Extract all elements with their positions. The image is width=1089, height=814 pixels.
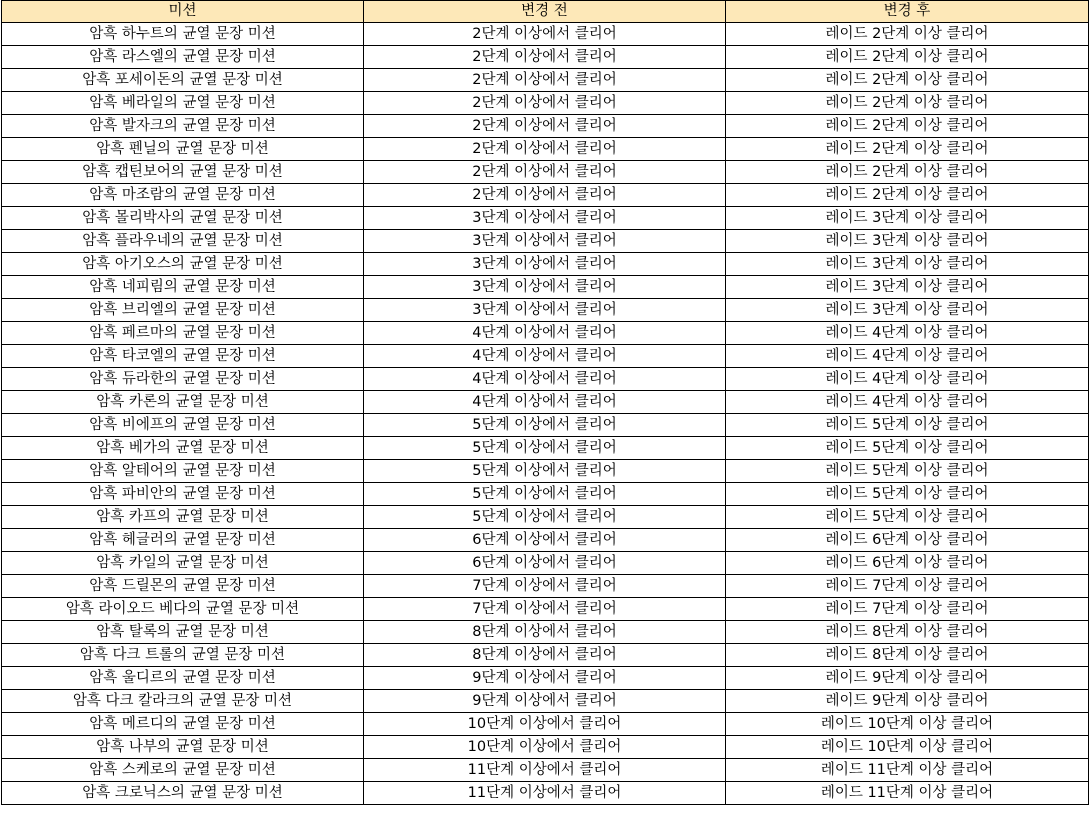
table-row <box>2 506 1089 529</box>
table-row <box>2 483 1089 506</box>
after-cell: 레이드 3단계 이상 클리어 <box>726 230 1089 253</box>
header-mission: 미션 <box>2 1 364 23</box>
after-cell: 레이드 11단계 이상 클리어 <box>726 759 1089 782</box>
mission-cell: 암흑 몰리박사의 균열 문장 미션 <box>2 207 364 230</box>
after-cell: 레이드 3단계 이상 클리어 <box>726 207 1089 230</box>
mission-cell: 암흑 타코엘의 균열 문장 미션 <box>2 345 364 368</box>
header-after: 변경 후 <box>726 1 1089 23</box>
before-cell: 9단계 이상에서 클리어 <box>364 667 726 690</box>
mission-cell: 암흑 페르마의 균열 문장 미션 <box>2 322 364 345</box>
before-cell: 8단계 이상에서 클리어 <box>364 621 726 644</box>
after-cell: 레이드 8단계 이상 클리어 <box>726 621 1089 644</box>
after-cell: 레이드 6단계 이상 클리어 <box>726 529 1089 552</box>
before-cell: 5단계 이상에서 클리어 <box>364 414 726 437</box>
table-row <box>2 207 1089 230</box>
before-cell: 2단계 이상에서 클리어 <box>364 23 726 46</box>
before-cell: 6단계 이상에서 클리어 <box>364 529 726 552</box>
before-cell: 2단계 이상에서 클리어 <box>364 161 726 184</box>
before-cell: 3단계 이상에서 클리어 <box>364 253 726 276</box>
mission-cell: 암흑 다크 트롤의 균열 문장 미션 <box>2 644 364 667</box>
before-cell: 5단계 이상에서 클리어 <box>364 506 726 529</box>
before-cell: 9단계 이상에서 클리어 <box>364 690 726 713</box>
mission-cell: 암흑 라이오드 베다의 균열 문장 미션 <box>2 598 364 621</box>
table-row <box>2 690 1089 713</box>
mission-cell: 암흑 메르디의 균열 문장 미션 <box>2 713 364 736</box>
table-row <box>2 184 1089 207</box>
before-cell: 5단계 이상에서 클리어 <box>364 460 726 483</box>
before-cell: 11단계 이상에서 클리어 <box>364 782 726 805</box>
table-row <box>2 460 1089 483</box>
after-cell: 레이드 4단계 이상 클리어 <box>726 322 1089 345</box>
table-row <box>2 253 1089 276</box>
before-cell: 7단계 이상에서 클리어 <box>364 598 726 621</box>
header-row <box>2 1 1089 23</box>
after-cell: 레이드 2단계 이상 클리어 <box>726 69 1089 92</box>
before-cell: 11단계 이상에서 클리어 <box>364 759 726 782</box>
table-row <box>2 161 1089 184</box>
before-cell: 3단계 이상에서 클리어 <box>364 276 726 299</box>
header-before: 변경 전 <box>364 1 726 23</box>
after-cell: 레이드 10단계 이상 클리어 <box>726 713 1089 736</box>
after-cell: 레이드 7단계 이상 클리어 <box>726 575 1089 598</box>
mission-cell: 암흑 드릴몬의 균열 문장 미션 <box>2 575 364 598</box>
mission-cell: 암흑 카론의 균열 문장 미션 <box>2 391 364 414</box>
mission-cell: 암흑 나부의 균열 문장 미션 <box>2 736 364 759</box>
table-row <box>2 598 1089 621</box>
mission-cell: 암흑 캡틴보어의 균열 문장 미션 <box>2 161 364 184</box>
table-row <box>2 575 1089 598</box>
after-cell: 레이드 2단계 이상 클리어 <box>726 46 1089 69</box>
before-cell: 10단계 이상에서 클리어 <box>364 736 726 759</box>
table-row <box>2 621 1089 644</box>
before-cell: 2단계 이상에서 클리어 <box>364 115 726 138</box>
mission-cell: 암흑 헤글러의 균열 문장 미션 <box>2 529 364 552</box>
mission-cell: 암흑 비에프의 균열 문장 미션 <box>2 414 364 437</box>
after-cell: 레이드 6단계 이상 클리어 <box>726 552 1089 575</box>
after-cell: 레이드 9단계 이상 클리어 <box>726 690 1089 713</box>
mission-cell: 암흑 크로닉스의 균열 문장 미션 <box>2 782 364 805</box>
after-cell: 레이드 3단계 이상 클리어 <box>726 253 1089 276</box>
before-cell: 2단계 이상에서 클리어 <box>364 184 726 207</box>
mission-cell: 암흑 마조람의 균열 문장 미션 <box>2 184 364 207</box>
before-cell: 6단계 이상에서 클리어 <box>364 552 726 575</box>
table-row <box>2 115 1089 138</box>
after-cell: 레이드 11단계 이상 클리어 <box>726 782 1089 805</box>
before-cell: 7단계 이상에서 클리어 <box>364 575 726 598</box>
after-cell: 레이드 5단계 이상 클리어 <box>726 437 1089 460</box>
after-cell: 레이드 9단계 이상 클리어 <box>726 667 1089 690</box>
after-cell: 레이드 2단계 이상 클리어 <box>726 161 1089 184</box>
before-cell: 3단계 이상에서 클리어 <box>364 230 726 253</box>
mission-cell: 암흑 베가의 균열 문장 미션 <box>2 437 364 460</box>
table-row <box>2 138 1089 161</box>
after-cell: 레이드 4단계 이상 클리어 <box>726 368 1089 391</box>
after-cell: 레이드 3단계 이상 클리어 <box>726 276 1089 299</box>
table-row <box>2 759 1089 782</box>
before-cell: 3단계 이상에서 클리어 <box>364 207 726 230</box>
after-cell: 레이드 2단계 이상 클리어 <box>726 138 1089 161</box>
before-cell: 4단계 이상에서 클리어 <box>364 368 726 391</box>
mission-cell: 암흑 플라우네의 균열 문장 미션 <box>2 230 364 253</box>
mission-cell: 암흑 브리엘의 균열 문장 미션 <box>2 299 364 322</box>
after-cell: 레이드 5단계 이상 클리어 <box>726 414 1089 437</box>
after-cell: 레이드 7단계 이상 클리어 <box>726 598 1089 621</box>
mission-cell: 암흑 라스엘의 균열 문장 미션 <box>2 46 364 69</box>
mission-cell: 암흑 탈록의 균열 문장 미션 <box>2 621 364 644</box>
after-cell: 레이드 4단계 이상 클리어 <box>726 345 1089 368</box>
table-row <box>2 644 1089 667</box>
mission-cell: 암흑 하누트의 균열 문장 미션 <box>2 23 364 46</box>
mission-cell: 암흑 네피림의 균열 문장 미션 <box>2 276 364 299</box>
table-body <box>2 23 1089 805</box>
before-cell: 3단계 이상에서 클리어 <box>364 299 726 322</box>
after-cell: 레이드 5단계 이상 클리어 <box>726 506 1089 529</box>
before-cell: 4단계 이상에서 클리어 <box>364 322 726 345</box>
after-cell: 레이드 2단계 이상 클리어 <box>726 115 1089 138</box>
after-cell: 레이드 8단계 이상 클리어 <box>726 644 1089 667</box>
table-row <box>2 276 1089 299</box>
before-cell: 5단계 이상에서 클리어 <box>364 437 726 460</box>
table-row <box>2 667 1089 690</box>
table-row <box>2 437 1089 460</box>
before-cell: 2단계 이상에서 클리어 <box>364 46 726 69</box>
before-cell: 2단계 이상에서 클리어 <box>364 69 726 92</box>
table-row <box>2 345 1089 368</box>
mission-cell: 암흑 베라일의 균열 문장 미션 <box>2 92 364 115</box>
table-row <box>2 782 1089 805</box>
after-cell: 레이드 3단계 이상 클리어 <box>726 299 1089 322</box>
mission-cell: 암흑 아기오스의 균열 문장 미션 <box>2 253 364 276</box>
table-row <box>2 23 1089 46</box>
before-cell: 10단계 이상에서 클리어 <box>364 713 726 736</box>
mission-cell: 암흑 다크 칼라크의 균열 문장 미션 <box>2 690 364 713</box>
table-row <box>2 713 1089 736</box>
before-cell: 4단계 이상에서 클리어 <box>364 345 726 368</box>
after-cell: 레이드 4단계 이상 클리어 <box>726 391 1089 414</box>
before-cell: 4단계 이상에서 클리어 <box>364 391 726 414</box>
table-row <box>2 414 1089 437</box>
table-row <box>2 736 1089 759</box>
mission-cell: 암흑 카일의 균열 문장 미션 <box>2 552 364 575</box>
mission-cell: 암흑 스케로의 균열 문장 미션 <box>2 759 364 782</box>
before-cell: 2단계 이상에서 클리어 <box>364 138 726 161</box>
table-row <box>2 69 1089 92</box>
before-cell: 5단계 이상에서 클리어 <box>364 483 726 506</box>
before-cell: 2단계 이상에서 클리어 <box>364 92 726 115</box>
table-row <box>2 552 1089 575</box>
table-row <box>2 368 1089 391</box>
mission-change-table <box>1 0 1089 805</box>
after-cell: 레이드 5단계 이상 클리어 <box>726 460 1089 483</box>
after-cell: 레이드 2단계 이상 클리어 <box>726 92 1089 115</box>
after-cell: 레이드 2단계 이상 클리어 <box>726 184 1089 207</box>
after-cell: 레이드 5단계 이상 클리어 <box>726 483 1089 506</box>
mission-cell: 암흑 파비안의 균열 문장 미션 <box>2 483 364 506</box>
before-cell: 8단계 이상에서 클리어 <box>364 644 726 667</box>
mission-cell: 암흑 울디르의 균열 문장 미션 <box>2 667 364 690</box>
mission-cell: 암흑 카프의 균열 문장 미션 <box>2 506 364 529</box>
table-row <box>2 92 1089 115</box>
mission-cell: 암흑 알테어의 균열 문장 미션 <box>2 460 364 483</box>
mission-cell: 암흑 펜닐의 균열 문장 미션 <box>2 138 364 161</box>
table-row <box>2 46 1089 69</box>
table-row <box>2 299 1089 322</box>
table-row <box>2 529 1089 552</box>
after-cell: 레이드 10단계 이상 클리어 <box>726 736 1089 759</box>
mission-cell: 암흑 발자크의 균열 문장 미션 <box>2 115 364 138</box>
table-row <box>2 230 1089 253</box>
table-row <box>2 391 1089 414</box>
mission-cell: 암흑 듀라한의 균열 문장 미션 <box>2 368 364 391</box>
mission-cell: 암흑 포세이돈의 균열 문장 미션 <box>2 69 364 92</box>
after-cell: 레이드 2단계 이상 클리어 <box>726 23 1089 46</box>
table-row <box>2 322 1089 345</box>
